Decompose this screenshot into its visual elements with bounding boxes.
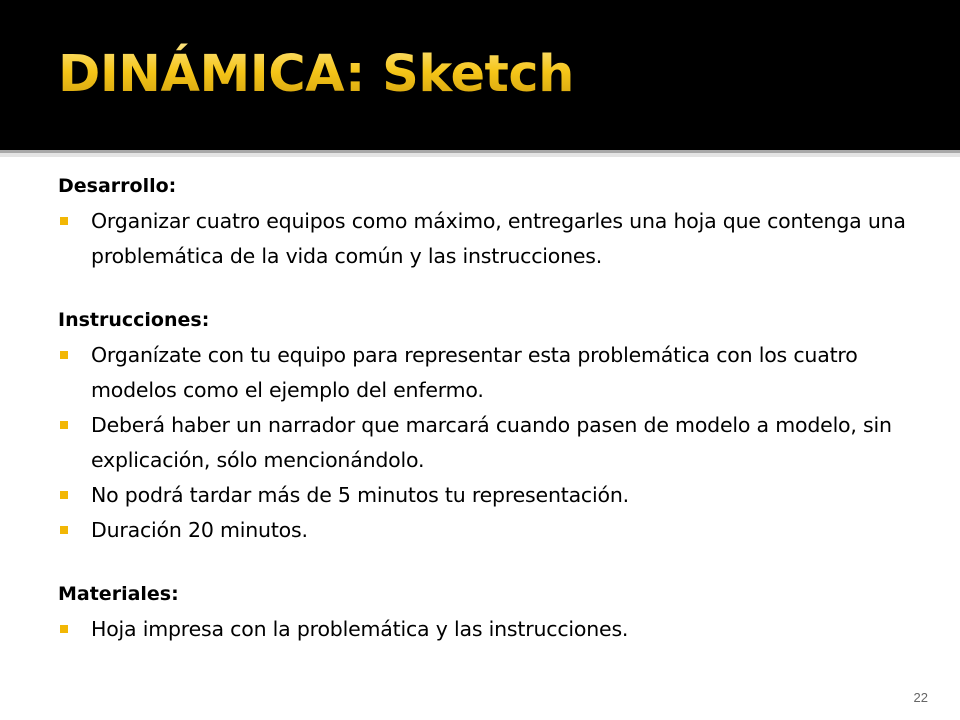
section-heading-desarrollo: Desarrollo:	[58, 175, 177, 197]
slide-title: DINÁMICA: Sketch	[58, 40, 574, 110]
list-item-text: Organízate con tu equipo para representar esta problemática con los cuatro modelos como el ejemplo del enfermo.	[91, 343, 858, 402]
section-heading-instrucciones: Instrucciones:	[58, 309, 210, 331]
list-item	[58, 204, 938, 274]
list-item-text: Duración 20 minutos.	[91, 518, 308, 542]
list-item	[58, 338, 938, 408]
square-bullet-icon	[60, 217, 68, 225]
header-divider-shadow	[0, 153, 960, 157]
list-item	[58, 612, 938, 647]
square-bullet-icon	[60, 351, 68, 359]
list-item	[58, 478, 938, 513]
list-item-text: No podrá tardar más de 5 minutos tu representación.	[91, 483, 629, 507]
bullet-list-instrucciones	[58, 338, 938, 548]
title-bar	[0, 0, 960, 150]
slide-content	[58, 168, 938, 647]
section-spacer	[58, 274, 938, 302]
bullet-list-materiales	[58, 612, 938, 647]
list-item	[58, 408, 938, 478]
square-bullet-icon	[60, 526, 68, 534]
square-bullet-icon	[60, 491, 68, 499]
list-item-text: Deberá haber un narrador que marcará cuando pasen de modelo a modelo, sin explicación, sólo mencionándolo.	[91, 413, 892, 472]
section-spacer	[58, 548, 938, 576]
bullet-list-desarrollo	[58, 204, 938, 274]
square-bullet-icon	[60, 625, 68, 633]
list-item	[58, 513, 938, 548]
page-number: 22	[913, 690, 928, 705]
section-heading-materiales: Materiales:	[58, 583, 179, 605]
list-item-text: Hoja impresa con la problemática y las instrucciones.	[91, 617, 629, 641]
square-bullet-icon	[60, 421, 68, 429]
list-item-text: Organizar cuatro equipos como máximo, entregarles una hoja que contenga una problemática de la vida común y las instrucciones.	[91, 209, 906, 268]
